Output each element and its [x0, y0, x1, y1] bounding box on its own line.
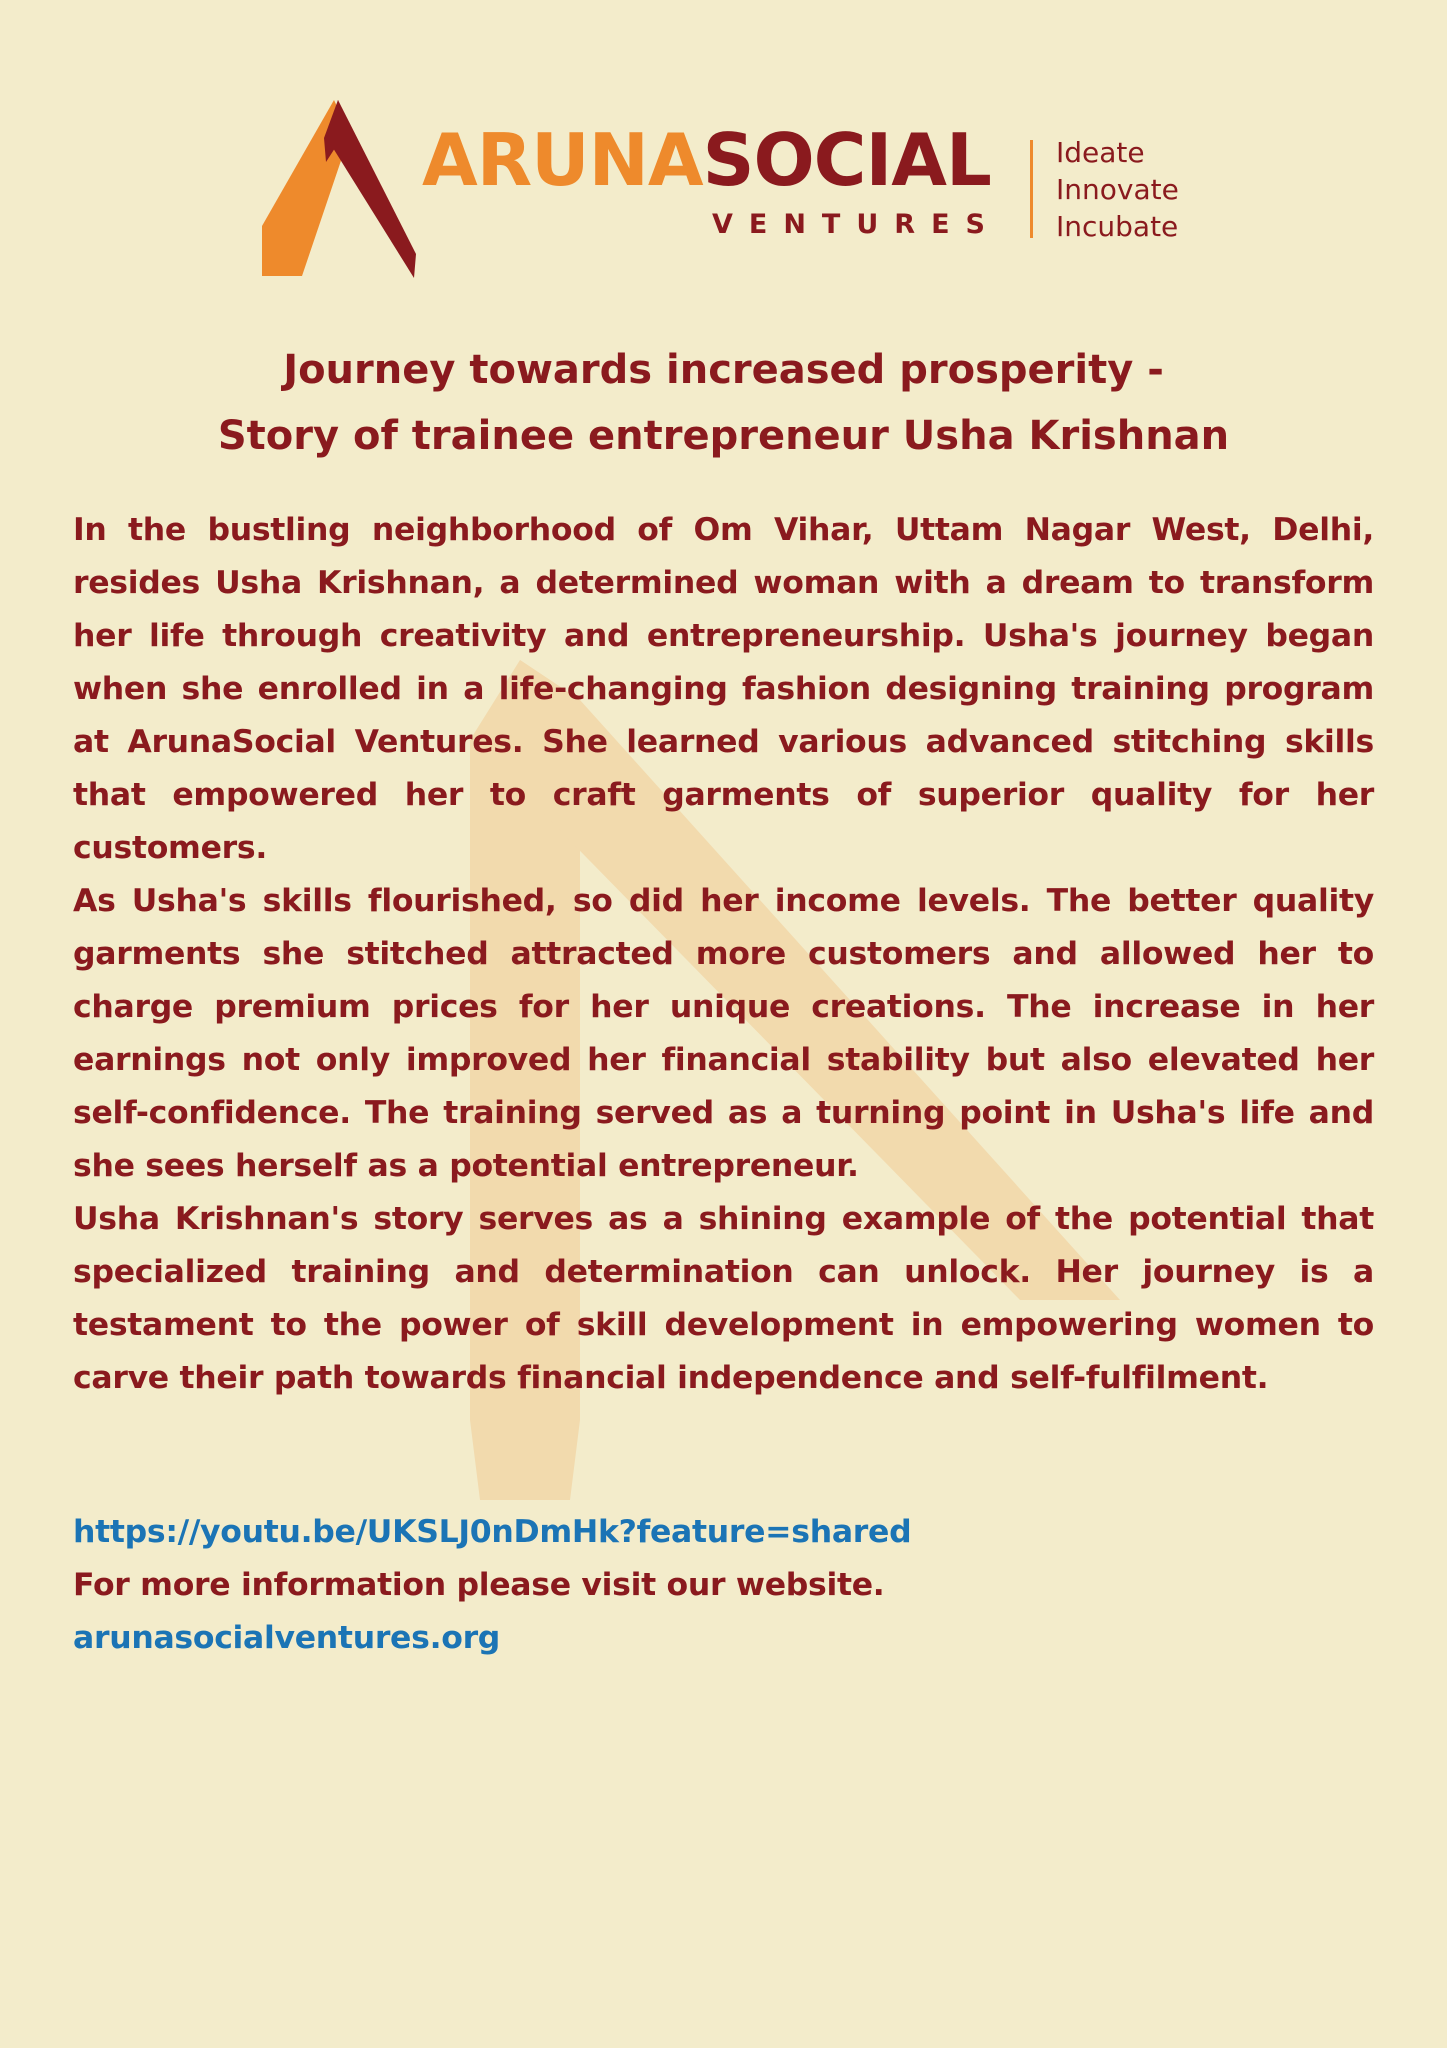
paragraph-2: As Usha's skills flourished, so did her income levels. The better quality garments she stitched attracted more customers and allowed her to charge premium prices for her unique creations. The increase in her earnings not only improved her financial stability but also elevated her self-confidence. The training served as a turning point in Usha's life and she sees herself as a potential entrepreneur. — [73, 883, 1374, 1184]
tagline-incubate: Incubate — [1056, 210, 1179, 243]
brand-logo — [258, 98, 1198, 284]
title-line-2: Story of trainee entrepreneur Usha Krishnan — [217, 413, 1230, 459]
article-body — [73, 504, 1374, 1405]
tagline-ideate: Ideate — [1056, 136, 1145, 169]
page-title — [60, 337, 1387, 469]
brand-subtitle: VENTURES — [712, 209, 1001, 240]
info-text: For more information please visit our website. — [73, 1567, 885, 1603]
video-link[interactable]: https://youtu.be/UKSLJ0nDmHk?feature=shared — [73, 1514, 912, 1550]
aruna-a-logo-icon — [258, 98, 418, 284]
title-line-1: Journey towards increased prosperity - — [283, 347, 1164, 393]
brand-name-part2: SOCIAL — [702, 118, 991, 202]
logo-divider — [1030, 140, 1033, 238]
footer-links — [73, 1506, 1374, 1665]
brand-tagline — [1056, 134, 1179, 245]
paragraph-3: Usha Krishnan's story serves as a shining example of the potential that specialized training and determination can unlock. Her journey is a testament to the power of skill development in empowering women to carve their path towards financial independence and self-fulfilment. — [73, 1201, 1374, 1396]
brand-name-part1: ARUNA — [422, 118, 703, 202]
website-link[interactable]: arunasocialventures.org — [73, 1620, 501, 1656]
tagline-innovate: Innovate — [1056, 173, 1179, 206]
paragraph-1: In the bustling neighborhood of Om Vihar, Uttam Nagar West, Delhi, resides Usha Krishnan, a determined woman with a dream to transform her life through creativity and entrepreneurship. Usha's journey began when she enrolled in a life-changing fashion designing training program at ArunaSocial Ventures. She learned various advanced stitching skills that empowered her to craft garments of superior quality for her customers. — [73, 512, 1374, 866]
brand-name — [422, 120, 991, 200]
